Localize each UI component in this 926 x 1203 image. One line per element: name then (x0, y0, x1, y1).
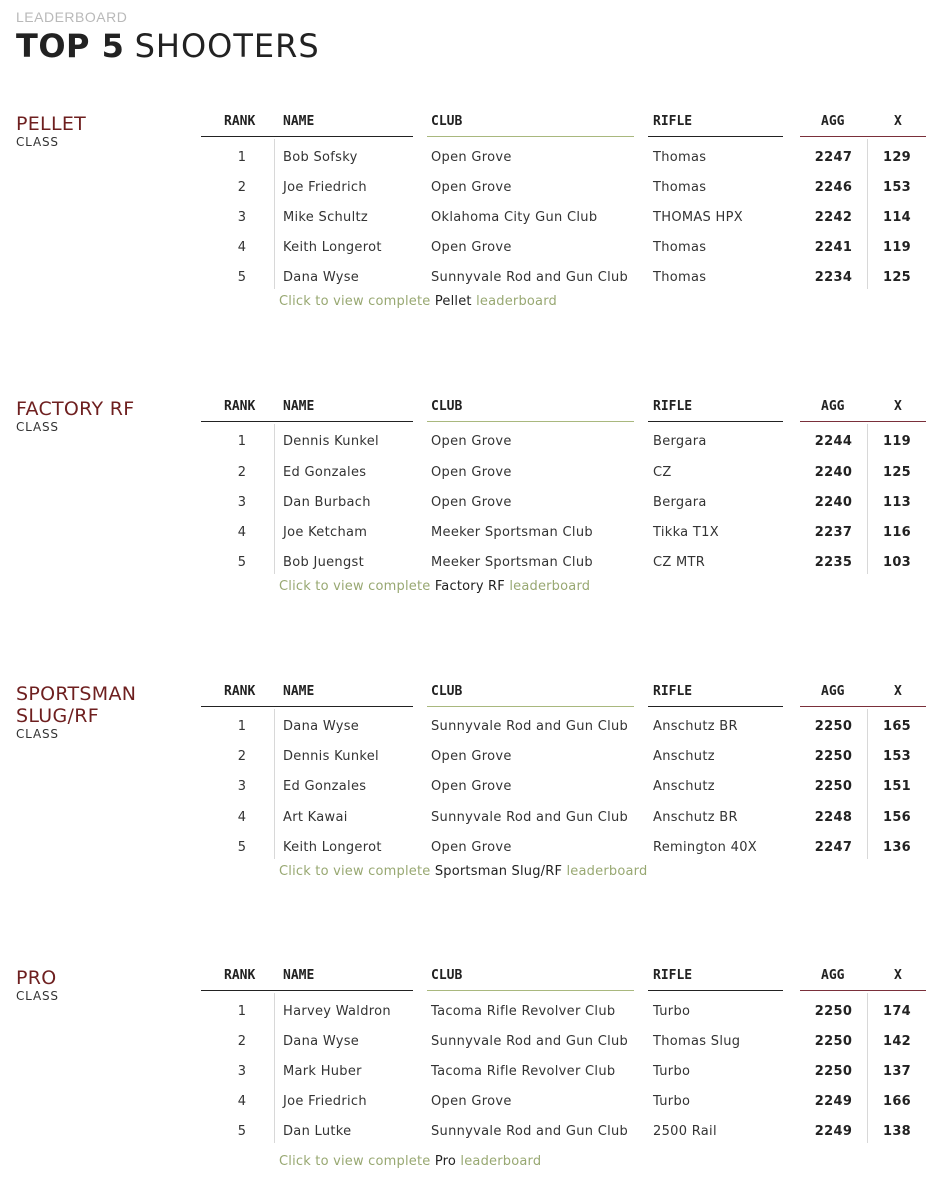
cell-rifle: Turbo (653, 1094, 691, 1109)
cell-name: Joe Ketcham (283, 525, 368, 540)
cell-x: 142 (882, 1034, 912, 1049)
col-header-agg[interactable]: AGG (821, 399, 845, 414)
header-rule (427, 990, 634, 991)
cell-agg: 2250 (814, 719, 853, 734)
col-header-rank[interactable]: RANK (224, 114, 256, 129)
header-rule (800, 706, 926, 707)
view-leaderboard-link[interactable]: Click to view complete Sportsman Slug/RF leaderboard (279, 864, 648, 879)
cell-name: Ed Gonzales (283, 465, 367, 480)
col-header-rank[interactable]: RANK (224, 399, 256, 414)
cell-club: Open Grove (431, 840, 512, 855)
cell-x: 114 (882, 210, 912, 225)
cell-rank: 4 (237, 1094, 247, 1109)
cell-agg: 2246 (814, 180, 853, 195)
col-header-club[interactable]: CLUB (431, 114, 463, 129)
cell-rifle: CZ MTR (653, 555, 706, 570)
col-header-club[interactable]: CLUB (431, 968, 463, 983)
cell-rifle: Thomas Slug (653, 1034, 741, 1049)
col-header-x[interactable]: X (894, 399, 902, 414)
class-title: FACTORY RF CLASS (16, 398, 186, 434)
cell-agg: 2234 (814, 270, 853, 285)
header-rule (427, 136, 634, 137)
cell-x: 166 (882, 1094, 912, 1109)
cell-club: Open Grove (431, 749, 512, 764)
cell-agg: 2248 (814, 810, 853, 825)
cell-x: 156 (882, 810, 912, 825)
col-header-name[interactable]: NAME (283, 968, 315, 983)
cell-x: 153 (882, 749, 912, 764)
cell-agg: 2250 (814, 779, 853, 794)
cell-rank: 1 (237, 150, 247, 165)
class-section-pellet (0, 109, 926, 349)
cell-rank: 3 (237, 779, 247, 794)
cell-rifle: Anschutz BR (653, 810, 738, 825)
cell-club: Open Grove (431, 180, 512, 195)
col-header-x[interactable]: X (894, 968, 902, 983)
cell-club: Sunnyvale Rod and Gun Club (431, 719, 629, 734)
col-header-club[interactable]: CLUB (431, 684, 463, 699)
cell-x: 165 (882, 719, 912, 734)
col-header-x[interactable]: X (894, 114, 902, 129)
col-header-name[interactable]: NAME (283, 114, 315, 129)
cell-x: 136 (882, 840, 912, 855)
header-rule (648, 136, 783, 137)
cell-rifle: Bergara (653, 434, 707, 449)
cell-name: Dennis Kunkel (283, 749, 379, 764)
cell-x: 103 (882, 555, 912, 570)
cell-rank: 5 (237, 1124, 247, 1139)
cell-rank: 1 (237, 434, 247, 449)
cell-rank: 4 (237, 240, 247, 255)
cell-rifle: Anschutz BR (653, 719, 738, 734)
view-leaderboard-link[interactable]: Click to view complete Pellet leaderboard (279, 294, 557, 309)
col-header-rank[interactable]: RANK (224, 684, 256, 699)
view-leaderboard-link[interactable]: Click to view complete Pro leaderboard (279, 1154, 542, 1169)
cell-name: Keith Longerot (283, 840, 382, 855)
cell-name: Art Kawai (283, 810, 348, 825)
page-header (16, 9, 320, 65)
cell-rank: 2 (237, 465, 247, 480)
cell-club: Open Grove (431, 495, 512, 510)
cell-rank: 2 (237, 749, 247, 764)
cell-agg: 2240 (814, 465, 853, 480)
cell-agg: 2235 (814, 555, 853, 570)
title-bold: TOP 5 (16, 27, 125, 65)
cell-agg: 2244 (814, 434, 853, 449)
cell-rank: 4 (237, 810, 247, 825)
cell-name: Dan Burbach (283, 495, 371, 510)
class-section-pro (0, 963, 926, 1203)
cell-agg: 2247 (814, 150, 853, 165)
header-rule (648, 990, 783, 991)
cell-club: Meeker Sportsman Club (431, 525, 593, 540)
cell-rifle: Remington 40X (653, 840, 757, 855)
cell-rifle: Thomas (653, 240, 707, 255)
cell-name: Bob Sofsky (283, 150, 358, 165)
header-rule (201, 706, 413, 707)
cell-x: 137 (882, 1064, 912, 1079)
header-rule (800, 136, 926, 137)
class-section-sportsman-slug-rf (0, 679, 926, 919)
cell-club: Tacoma Rifle Revolver Club (431, 1004, 616, 1019)
cell-rank: 5 (237, 840, 247, 855)
cell-rifle: Bergara (653, 495, 707, 510)
cell-agg: 2250 (814, 1064, 853, 1079)
cell-agg: 2241 (814, 240, 853, 255)
cell-rank: 5 (237, 555, 247, 570)
eyebrow-label: LEADERBOARD (16, 9, 128, 25)
cell-x: 174 (882, 1004, 912, 1019)
col-header-rifle[interactable]: RIFLE (653, 114, 693, 129)
cell-name: Joe Friedrich (283, 180, 367, 195)
cell-rank: 3 (237, 210, 247, 225)
cell-x: 151 (882, 779, 912, 794)
cell-club: Tacoma Rifle Revolver Club (431, 1064, 616, 1079)
cell-rank: 4 (237, 525, 247, 540)
header-rule (800, 990, 926, 991)
col-header-agg[interactable]: AGG (821, 114, 845, 129)
cell-name: Keith Longerot (283, 240, 382, 255)
cell-club: Sunnyvale Rod and Gun Club (431, 810, 629, 825)
class-subtitle: CLASS (16, 727, 59, 741)
title-light: SHOOTERS (134, 27, 320, 65)
view-leaderboard-link[interactable]: Click to view complete Factory RF leaderboard (279, 579, 591, 594)
class-title: PELLET CLASS (16, 113, 186, 149)
col-header-rank[interactable]: RANK (224, 968, 256, 983)
col-header-agg[interactable]: AGG (821, 968, 845, 983)
cell-rank: 3 (237, 1064, 247, 1079)
col-header-rifle[interactable]: RIFLE (653, 399, 693, 414)
cell-rifle: Thomas (653, 180, 707, 195)
cell-agg: 2237 (814, 525, 853, 540)
col-header-rifle[interactable]: RIFLE (653, 968, 693, 983)
col-header-name[interactable]: NAME (283, 399, 315, 414)
cell-x: 125 (882, 270, 912, 285)
cell-rank: 2 (237, 180, 247, 195)
cell-rifle: 2500 Rail (653, 1124, 717, 1139)
cell-x: 113 (882, 495, 912, 510)
header-rule (800, 421, 926, 422)
cell-x: 138 (882, 1124, 912, 1139)
cell-agg: 2249 (814, 1094, 853, 1109)
cell-agg: 2240 (814, 495, 853, 510)
cell-rifle: Thomas (653, 270, 707, 285)
cell-x: 119 (882, 240, 912, 255)
cell-club: Sunnyvale Rod and Gun Club (431, 270, 629, 285)
cell-rifle: Tikka T1X (653, 525, 719, 540)
cell-rank: 1 (237, 1004, 247, 1019)
header-rule (427, 706, 634, 707)
col-header-agg[interactable]: AGG (821, 684, 845, 699)
cell-name: Dennis Kunkel (283, 434, 379, 449)
cell-club: Open Grove (431, 465, 512, 480)
cell-rifle: Anschutz (653, 749, 715, 764)
cell-rifle: CZ (653, 465, 672, 480)
cell-name: Harvey Waldron (283, 1004, 391, 1019)
cell-name: Bob Juengst (283, 555, 364, 570)
class-title: PRO CLASS (16, 967, 186, 1003)
cell-rank: 3 (237, 495, 247, 510)
cell-name: Dana Wyse (283, 719, 360, 734)
cell-club: Open Grove (431, 434, 512, 449)
cell-rifle: THOMAS HPX (653, 210, 743, 225)
cell-x: 119 (882, 434, 912, 449)
header-rule (427, 421, 634, 422)
cell-x: 125 (882, 465, 912, 480)
cell-agg: 2247 (814, 840, 853, 855)
col-header-rifle[interactable]: RIFLE (653, 684, 693, 699)
cell-rank: 1 (237, 719, 247, 734)
cell-club: Open Grove (431, 779, 512, 794)
cell-agg: 2250 (814, 1004, 853, 1019)
class-subtitle: CLASS (16, 989, 59, 1003)
header-rule (201, 990, 413, 991)
col-header-club[interactable]: CLUB (431, 399, 463, 414)
col-header-name[interactable]: NAME (283, 684, 315, 699)
cell-club: Sunnyvale Rod and Gun Club (431, 1124, 629, 1139)
cell-name: Dan Lutke (283, 1124, 352, 1139)
cell-agg: 2242 (814, 210, 853, 225)
cell-name: Dana Wyse (283, 1034, 360, 1049)
cell-rank: 2 (237, 1034, 247, 1049)
cell-x: 116 (882, 525, 912, 540)
class-subtitle: CLASS (16, 420, 59, 434)
class-section-factory-rf (0, 394, 926, 634)
cell-club: Meeker Sportsman Club (431, 555, 593, 570)
cell-name: Ed Gonzales (283, 779, 367, 794)
cell-rifle: Turbo (653, 1004, 691, 1019)
cell-agg: 2250 (814, 1034, 853, 1049)
cell-rifle: Turbo (653, 1064, 691, 1079)
header-rule (648, 706, 783, 707)
class-subtitle: CLASS (16, 135, 59, 149)
cell-x: 153 (882, 180, 912, 195)
header-rule (201, 421, 413, 422)
cell-name: Dana Wyse (283, 270, 360, 285)
cell-club: Open Grove (431, 150, 512, 165)
cell-name: Mike Schultz (283, 210, 369, 225)
cell-x: 129 (882, 150, 912, 165)
header-rule (648, 421, 783, 422)
cell-agg: 2250 (814, 749, 853, 764)
cell-club: Open Grove (431, 1094, 512, 1109)
page-title (16, 27, 320, 65)
cell-rifle: Anschutz (653, 779, 715, 794)
cell-name: Mark Huber (283, 1064, 362, 1079)
header-rule (201, 136, 413, 137)
class-title: SPORTSMAN SLUG/RF CLASS (16, 683, 166, 741)
cell-club: Oklahoma City Gun Club (431, 210, 598, 225)
cell-rifle: Thomas (653, 150, 707, 165)
cell-agg: 2249 (814, 1124, 853, 1139)
cell-name: Joe Friedrich (283, 1094, 367, 1109)
cell-club: Sunnyvale Rod and Gun Club (431, 1034, 629, 1049)
cell-club: Open Grove (431, 240, 512, 255)
cell-rank: 5 (237, 270, 247, 285)
col-header-x[interactable]: X (894, 684, 902, 699)
